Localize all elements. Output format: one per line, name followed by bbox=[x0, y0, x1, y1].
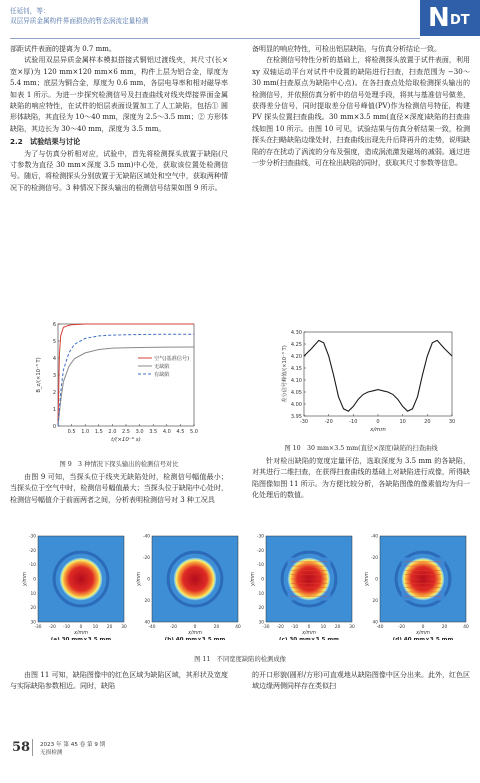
x-tick-label: 20 bbox=[441, 625, 448, 630]
x-axis-label: x/mm bbox=[416, 631, 430, 636]
y-axis-label: y/mm bbox=[137, 572, 142, 586]
bottom-right-text bbox=[252, 670, 470, 693]
x-tick-label: 1.5 bbox=[94, 429, 103, 435]
figure-11-images bbox=[10, 532, 470, 640]
y-tick-label: 0 bbox=[375, 577, 378, 583]
logo-dt: DT bbox=[450, 13, 470, 28]
y-tick-label: 3 bbox=[52, 372, 56, 379]
logo-n: N bbox=[428, 3, 450, 33]
x-tick-label: -30 bbox=[262, 625, 270, 630]
paragraph: 的开口形貌(圆形/方形)可直观地从缺陷图像中区分出来。此外，红色区域边缘两侧同样存在类似扫 bbox=[252, 671, 470, 691]
y-tick-label: 4.05 bbox=[290, 389, 302, 396]
y-tick-label: 20 bbox=[144, 599, 150, 604]
x-tick-label: -40 bbox=[148, 625, 156, 630]
defect-image-panel bbox=[136, 534, 241, 641]
panel-label: (a) 30 mm×3.5 mm bbox=[50, 637, 112, 640]
x-tick-label: 0 bbox=[307, 625, 311, 630]
y-tick-label: 4.30 bbox=[290, 329, 302, 336]
right-column-top bbox=[252, 44, 470, 169]
running-header bbox=[10, 6, 148, 26]
plot-frame bbox=[58, 324, 194, 426]
y-tick-label: 40 bbox=[144, 620, 150, 626]
y-axis-label: B_z/(×10⁻⁵ T) bbox=[36, 357, 42, 393]
figure-9-chart bbox=[10, 318, 228, 446]
paragraph: 由图 11 可知，缺陷图像中的红色区域为缺陷区域，其形状及宽度与实际缺陷参数相近。同时，缺陷 bbox=[10, 671, 228, 691]
paragraph: 针对检出缺陷的宽度定量评估，选取深度为 3.5 mm 的各缺陷，对其进行二维扫查，在获得扫查曲线的基础上对缺陷进行成像，所得缺陷图像如图 11 所示。为方便比较分析，各缺陷图像的像素值均为归一化处理后的数值。 bbox=[252, 457, 470, 500]
footer-journal-name: 无损检测 bbox=[40, 750, 63, 756]
x-tick-label: -30 bbox=[299, 419, 309, 425]
paragraph: 试验用双层异质金属样本模拟搭接式铜铝过渡线夹，其尺寸(长×宽×厚)为 120 mm×120 mm×6 mm，构件上层为铝合金，厚度为 5.4 mm；底层为铜合金，厚度为 0.6 mm，各层电导率和相对磁导率如表 1 所示。为进一步探究检测信号及扫查曲线对线夹焊接界面金属缺陷的响应特性，在试件的铝层表面设置加工了人工缺陷，包括① 圆形体缺陷，其直径为 10～40 mm，深度为 2.5～3.5 mm；② 方形体缺陷，其边长为 30～40 mm，深度为 3.5 mm。 bbox=[10, 56, 228, 133]
footer-journal bbox=[40, 741, 105, 757]
defect-image-panel bbox=[22, 534, 127, 641]
figure-10-chart bbox=[252, 326, 470, 438]
x-tick-label: -20 bbox=[48, 625, 56, 630]
page-number: 58 bbox=[12, 740, 31, 755]
legend-label: 有缺陷 bbox=[154, 372, 170, 378]
y-tick-label: 0 bbox=[261, 577, 264, 583]
x-axis-label: x/mm bbox=[302, 631, 316, 636]
x-tick-label: -20 bbox=[324, 419, 333, 425]
y-tick-label: 30 bbox=[258, 620, 264, 626]
paragraph: 在检测信号特性分析的基础上，将检测探头放置于试件表面，利用 xy 双轴运动平台对试件中设置的缺陷进行扫查，扫查范围为 −30～30 mm(扫查原点为缺陷中心点)。在各扫查点处给取检测探头输出的检测信号，并依照仿真分析中的信号处理手段，将其与基准信号做差，获得差分信号，同时提取差分信号峰值(PV)作为检测信号特征，构建 PV 探头位置扫查曲线。30 mm×3.5 mm(直径×深度)缺陷的扫查曲线如图 10 所示。由图 10 可见，试验结果与仿真分析结果一致，检测探头在扫略缺陷边缘处时，扫查曲线出现先升后降再升的走势，说明缺陷的存在扰动了涡流的分布及强度，造成涡流激发磁场的减弱。通过进一步分析扫查曲线，可在检出缺陷的同时，获取其尺寸参数等信息。 bbox=[252, 56, 470, 168]
x-tick-label: 0 bbox=[193, 625, 197, 630]
x-tick-label: 40 bbox=[463, 625, 469, 630]
defect-circle bbox=[174, 558, 217, 601]
y-tick-label: 0 bbox=[33, 577, 36, 583]
y-tick-label: -40 bbox=[142, 534, 150, 540]
y-tick-label: -20 bbox=[142, 556, 150, 561]
y-tick-label: 4.25 bbox=[290, 341, 302, 348]
x-axis-label: x/mm bbox=[74, 631, 88, 636]
y-tick-label: 4.20 bbox=[290, 353, 302, 360]
x-tick-label: -10 bbox=[291, 625, 299, 630]
x-tick-label: -30 bbox=[34, 625, 42, 630]
y-tick-label: 5 bbox=[52, 338, 56, 345]
y-axis-label: y/mm bbox=[365, 572, 370, 586]
x-tick-label: 0 bbox=[421, 625, 425, 630]
y-tick-label: -20 bbox=[370, 556, 378, 561]
x-tick-label: 5.0 bbox=[190, 429, 198, 435]
x-tick-label: 20 bbox=[106, 625, 113, 630]
x-tick-label: 10 bbox=[92, 625, 99, 630]
x-tick-label: 1.0 bbox=[81, 429, 90, 435]
footer-divider bbox=[32, 739, 33, 756]
legend-label: 空气(基准信号) bbox=[154, 356, 190, 362]
paragraph: 备明显的响应特性，可检出铝层缺陷，与仿真分析结论一致。 bbox=[252, 45, 441, 53]
y-tick-label: 30 bbox=[30, 620, 36, 626]
x-tick-label: 0 bbox=[376, 419, 380, 425]
y-tick-label: 0 bbox=[147, 577, 150, 583]
x-tick-label: 40 bbox=[235, 625, 241, 630]
x-tick-label: -20 bbox=[276, 625, 284, 630]
header-title: 双层异质金属构件界面损伤的暂态涡流定量检测 bbox=[10, 17, 149, 25]
x-tick-label: -10 bbox=[349, 419, 358, 425]
y-tick-label: 2 bbox=[52, 389, 56, 396]
y-tick-label: 4.15 bbox=[290, 365, 302, 372]
y-tick-label: 20 bbox=[30, 606, 36, 612]
defect-circle bbox=[60, 558, 103, 601]
y-tick-label: 40 bbox=[372, 620, 378, 626]
x-tick-label: 0 bbox=[79, 625, 83, 630]
x-tick-label: -20 bbox=[169, 625, 178, 630]
footer-issue: 2023 年 第 45 卷 第 9 期 bbox=[40, 742, 106, 748]
y-axis-label: y/mm bbox=[23, 572, 28, 586]
y-tick-label: 4 bbox=[52, 355, 56, 362]
x-tick-label: 3.0 bbox=[135, 429, 144, 435]
x-tick-label: 20 bbox=[213, 625, 220, 630]
y-tick-label: -30 bbox=[28, 534, 36, 540]
journal-logo bbox=[420, 0, 480, 36]
x-tick-label: 4.5 bbox=[176, 429, 185, 435]
y-axis-label: 差分信号峰值/(×10⁻⁵ T) bbox=[282, 345, 288, 403]
y-tick-label: -40 bbox=[370, 534, 378, 540]
x-tick-label: 20 bbox=[334, 625, 341, 630]
y-tick-label: 10 bbox=[30, 591, 36, 597]
plot-frame bbox=[304, 332, 452, 416]
x-tick-label: 2.5 bbox=[122, 429, 130, 435]
y-tick-label: 20 bbox=[372, 599, 378, 604]
x-tick-label: 30 bbox=[349, 625, 355, 630]
y-tick-label: 0 bbox=[52, 423, 56, 430]
y-tick-label: -30 bbox=[256, 534, 264, 540]
x-tick-label: 30 bbox=[121, 625, 127, 630]
x-axis-label: x/mm bbox=[188, 631, 202, 636]
panel-label: (b) 40 mm×3.5 mm bbox=[164, 637, 226, 640]
x-tick-label: -40 bbox=[376, 625, 384, 630]
x-tick-label: 20 bbox=[424, 419, 431, 425]
panel-label: (c) 30 mm×3.5 mm bbox=[279, 637, 339, 640]
x-tick-label: 0.5 bbox=[67, 429, 76, 435]
y-tick-label: -10 bbox=[256, 563, 264, 569]
header-divider bbox=[10, 38, 420, 39]
y-tick-label: 4.10 bbox=[290, 377, 302, 384]
y-tick-label: 3.95 bbox=[290, 413, 302, 420]
x-axis-label: x/mm bbox=[370, 427, 386, 433]
figure-11-svg bbox=[10, 532, 470, 640]
x-tick-label: 2.0 bbox=[108, 429, 117, 435]
x-tick-label: 10 bbox=[320, 625, 327, 630]
x-axis-label: t/(×10⁻⁶ s) bbox=[111, 437, 141, 443]
y-tick-label: 1 bbox=[52, 406, 56, 413]
figure-9-caption: 图 9 3 种情况下探头输出的检测信号对比 bbox=[59, 461, 179, 468]
figure-11-caption: 图 11 不同宽度缺陷的检测成像 bbox=[194, 656, 286, 663]
bottom-left-text bbox=[10, 670, 228, 693]
x-tick-label: -20 bbox=[397, 625, 406, 630]
legend-label: 无缺陷 bbox=[154, 364, 170, 370]
y-axis-label: y/mm bbox=[251, 572, 256, 586]
paragraph: 为了与仿真分析相对应，试验中，首先将检测探头放置于缺陷(尺寸参数为直径 30 mm×深度 3.5 mm)中心处，获取该位置处检测信号。随后，将检测探头分别放置于无缺陷区域处和空气中，获取两种情况下的检测信号。3 种情况下探头输出的检测信号结果如图 9 所示。 bbox=[10, 149, 228, 192]
y-tick-label: -10 bbox=[28, 563, 36, 569]
defect-image-panel bbox=[250, 534, 355, 641]
y-tick-label: 6 bbox=[52, 321, 56, 328]
figure-10-caption: 图 10 30 mm×3.5 mm(直径×深度)缺陷的扫查曲线 bbox=[284, 445, 438, 452]
left-column-top bbox=[10, 44, 228, 194]
x-tick-label: 3.5 bbox=[149, 429, 158, 435]
y-tick-label: -20 bbox=[256, 548, 264, 554]
left-column-bottom bbox=[10, 472, 228, 506]
y-tick-label: 10 bbox=[258, 591, 264, 597]
y-tick-label: -20 bbox=[28, 548, 36, 554]
panel-label: (d) 40 mm×3.5 mm bbox=[392, 637, 454, 640]
x-tick-label: -10 bbox=[63, 625, 71, 630]
right-column-bottom bbox=[252, 456, 470, 502]
paragraph: 部距试件表面的提离为 0.7 mm。 bbox=[10, 45, 116, 53]
header-authors: 任延钊，等： bbox=[10, 7, 50, 15]
x-tick-label: 4.0 bbox=[162, 429, 171, 435]
section-heading: 2.2 试验结果与讨论 bbox=[10, 137, 81, 147]
x-tick-label: 10 bbox=[399, 419, 406, 425]
y-tick-label: 20 bbox=[258, 606, 264, 612]
y-tick-label: 4.00 bbox=[290, 401, 302, 408]
defect-image-panel bbox=[364, 534, 469, 641]
paragraph: 由图 9 可知，当探头位于线夹无缺陷处时，检测信号幅值最小；当探头位于空气中时，检测信号幅值最大；当探头位于缺陷中心处时，检测信号幅值介于前面两者之间，分析表明检测信号对 3 种工况具 bbox=[10, 473, 228, 504]
x-tick-label: 30 bbox=[448, 419, 456, 425]
